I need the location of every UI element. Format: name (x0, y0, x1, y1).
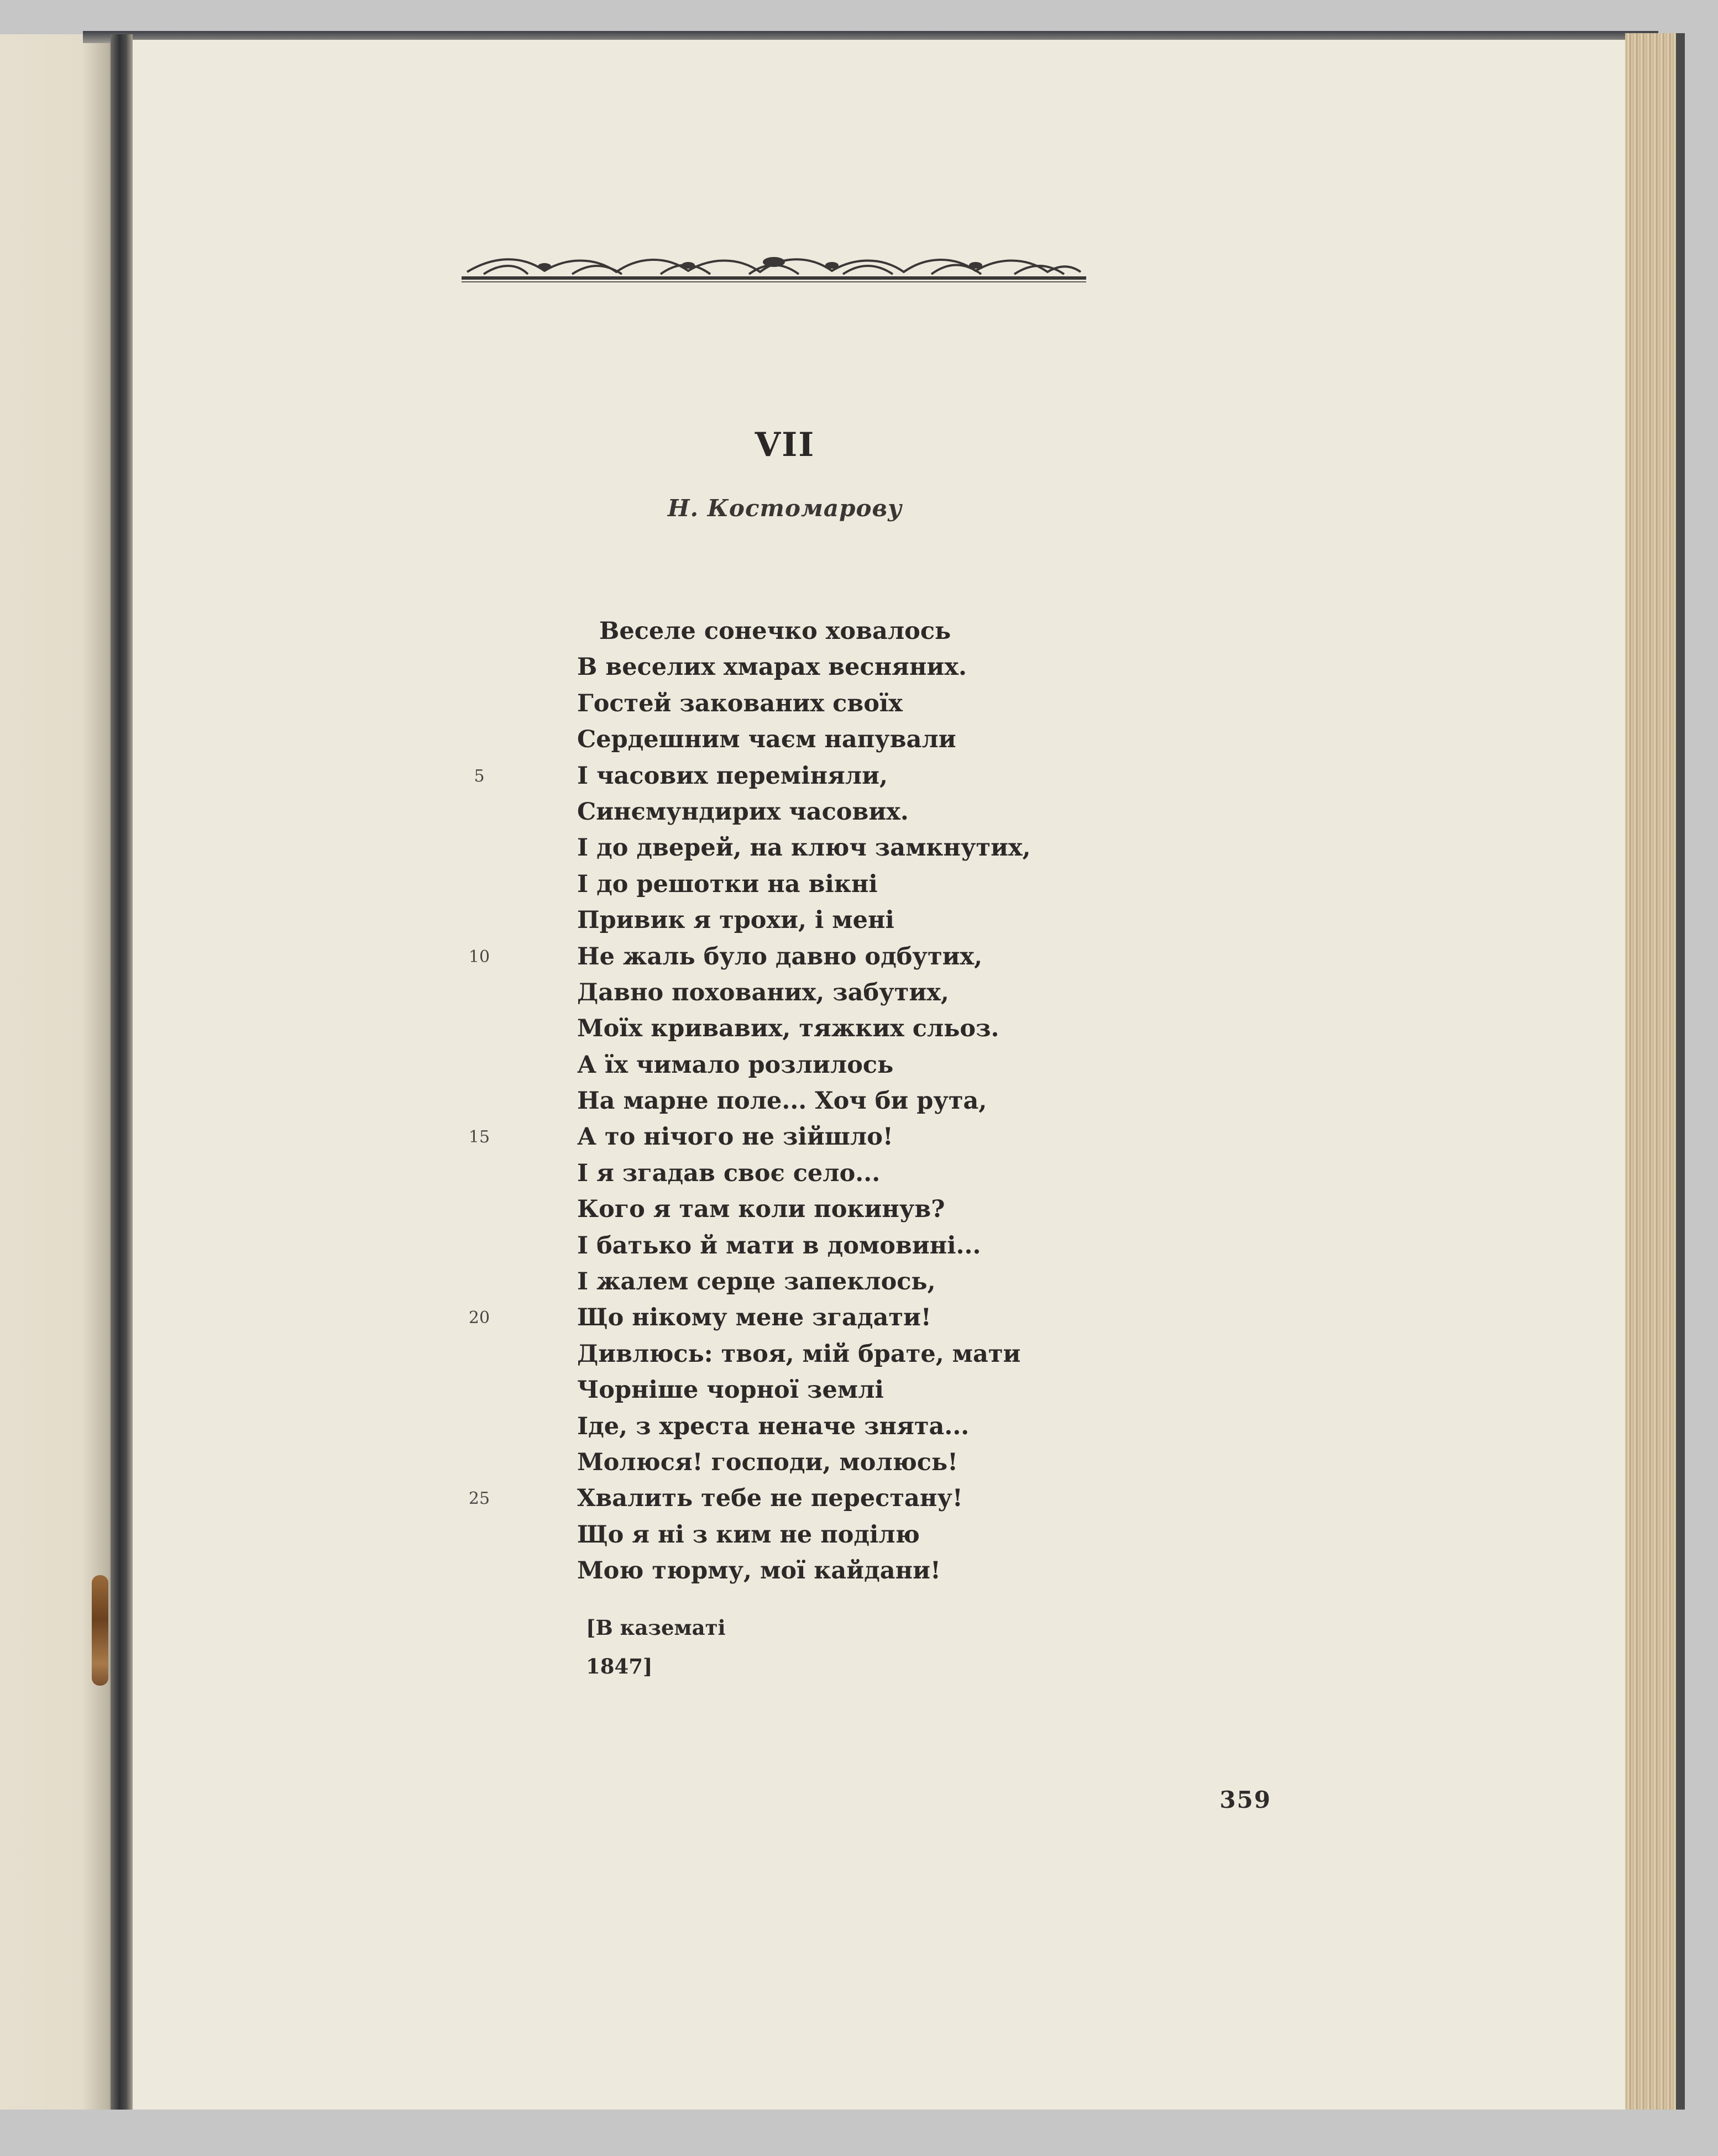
poem-line (520, 649, 1083, 685)
poem-line (520, 1192, 1083, 1227)
poem-line-text: Молюся! господи, молюсь! (577, 1448, 958, 1476)
poem-line-text: Сердешним чаєм напували (577, 726, 956, 754)
poem-line (474, 758, 1083, 794)
line-number: 5 (474, 766, 485, 786)
poem-line (520, 975, 1083, 1011)
poem-line (520, 1264, 1083, 1300)
poem-line-text: І до дверей, на ключ замкнутих, (577, 834, 1031, 862)
poem-line (520, 867, 1083, 903)
poem-line-text: А то нічого не зійшло! (577, 1123, 893, 1151)
poem-line-text: І я згадав своє село... (577, 1159, 881, 1187)
poem-line-text: І жалем серце запеклось, (577, 1268, 936, 1296)
poem-line-text: Мою тюрму, мої кайдани! (577, 1557, 941, 1585)
poem-line-text: На марне поле... Хоч би рута, (577, 1087, 987, 1115)
poem-line-text: В веселих хмарах весняних. (577, 653, 967, 681)
poem-line-text: Давно похованих, забутих, (577, 978, 949, 1006)
poem-line-text: Не жаль було давно одбутих, (577, 942, 983, 971)
poem-line (520, 1372, 1083, 1408)
poem-line (520, 903, 1083, 938)
poem-line (520, 1445, 1083, 1481)
page-block-edge (1625, 33, 1678, 2110)
poem-line (520, 686, 1083, 722)
poem-line-text: Що нікому мене згадати! (577, 1304, 931, 1332)
poem-line-text: Іде, з хреста неначе знята... (577, 1412, 970, 1440)
poem-line-text: Моїх кривавих, тяжких сльоз. (577, 1015, 999, 1043)
poem-line (468, 939, 1083, 975)
poem-line (520, 1011, 1083, 1047)
poem-line (520, 1553, 1083, 1589)
poem-line (520, 794, 1083, 830)
poem-line (520, 830, 1083, 866)
poem-line-text: Веселе сонечко ховалось (599, 617, 951, 645)
poem-line-text: Синємундирих часових. (577, 798, 909, 826)
book-gutter (111, 34, 133, 2110)
poem-line (468, 1481, 1083, 1517)
poem-line-text: Що я ні з ким не поділю (577, 1520, 920, 1549)
note-year: 1847] (586, 1654, 653, 1678)
line-number: 15 (468, 1127, 490, 1147)
decorative-headpiece-ornament (462, 250, 1086, 288)
poem-line (520, 1336, 1083, 1372)
poem-line (520, 1083, 1083, 1119)
date-place-note (586, 1608, 918, 1686)
poem-line-text: Гостей закованих своїх (577, 689, 903, 717)
poem-line (520, 1047, 1083, 1083)
cover-edge (1676, 33, 1685, 2110)
poem-line (520, 1156, 1083, 1192)
poem-line (520, 613, 1083, 649)
poem-line-text: Дивлюсь: твоя, мій брате, мати (577, 1340, 1021, 1368)
poem-body (468, 613, 1083, 1590)
line-number: 10 (468, 947, 490, 967)
binding-stain (92, 1575, 108, 1686)
poem-line-text: І батько й мати в домовині... (577, 1231, 981, 1260)
poem-line (520, 1517, 1083, 1553)
poem-line-text: Чорніше чорної землі (577, 1376, 884, 1404)
poem-line (520, 722, 1083, 758)
left-page-edge (0, 34, 117, 2110)
dedication: Н. Костомарову (667, 495, 903, 522)
poem-line (520, 1228, 1083, 1264)
note-place: [В казематі (586, 1615, 726, 1640)
poem-line-text: Кого я там коли покинув? (577, 1195, 945, 1224)
poem-line-text: І часових переміняли, (577, 762, 888, 790)
line-number: 20 (468, 1308, 490, 1328)
poem-line (520, 1409, 1083, 1445)
poem-line-text: А їх чимало розлилось (577, 1051, 894, 1079)
poem-line (468, 1300, 1083, 1336)
poem-line-text: Хвалить тебе не перестану! (577, 1484, 963, 1513)
section-numeral: VII (755, 426, 815, 464)
poem-line-text: Привик я трохи, і мені (577, 906, 894, 935)
poem-line-text: І до решотки на вікні (577, 870, 878, 898)
poem-line (468, 1119, 1083, 1155)
line-number: 25 (468, 1489, 490, 1509)
page-number: 359 (1219, 1786, 1271, 1813)
